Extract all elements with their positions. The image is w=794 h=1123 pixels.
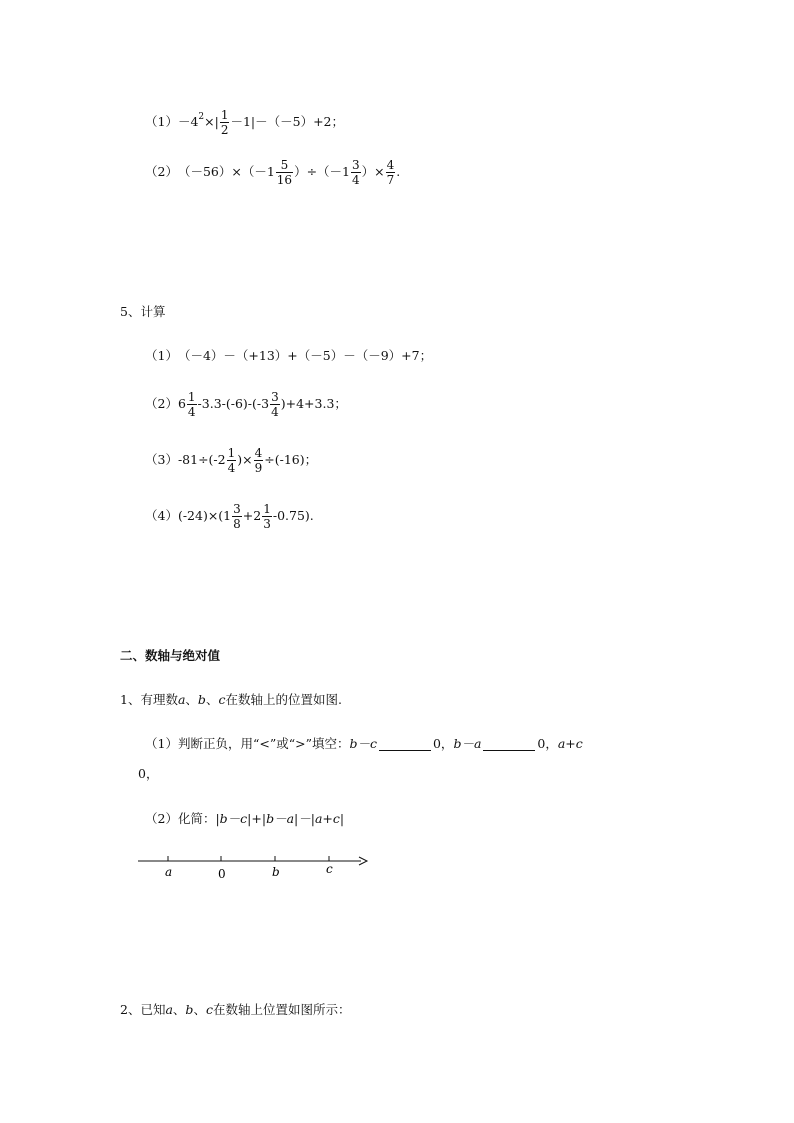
problem-label: （1） xyxy=(145,348,178,363)
math-text: )× xyxy=(237,452,253,468)
question-1-part-2 xyxy=(145,813,344,826)
fraction-numerator: 3 xyxy=(233,502,241,516)
expression: |b－c|+|b－a|－|a+c| xyxy=(215,811,345,826)
problem-4-2 xyxy=(145,158,400,187)
math-text: 0， xyxy=(138,766,159,781)
answer-blank[interactable] xyxy=(379,738,431,751)
problem-5-3 xyxy=(145,446,317,475)
math-text: +2 xyxy=(242,508,262,524)
fraction xyxy=(254,446,264,475)
separator: 、 xyxy=(185,692,198,707)
section-5-title xyxy=(120,306,165,319)
fraction-denominator: 4 xyxy=(271,405,279,419)
section-heading: 二、数轴与绝对值 xyxy=(120,648,221,663)
fraction-numerator: 4 xyxy=(386,158,395,172)
problem-label: （1） xyxy=(145,114,178,130)
section-title: 5、计算 xyxy=(120,304,166,319)
fraction xyxy=(386,158,396,187)
expression: b－a xyxy=(453,736,482,752)
question-1-part-1 xyxy=(145,738,583,751)
problem-label: （4） xyxy=(145,508,178,524)
fraction-denominator: 8 xyxy=(233,517,241,531)
variable-a: a xyxy=(177,692,186,707)
expression: b－c xyxy=(349,736,377,752)
label-c: c xyxy=(326,862,333,876)
math-text: -81÷(-2 xyxy=(177,452,226,468)
math-text: －1|－（－5）+2； xyxy=(230,114,345,130)
fraction xyxy=(232,502,242,531)
math-text: －4 xyxy=(177,114,199,130)
problem-4-1 xyxy=(145,108,344,137)
label-b: b xyxy=(272,865,280,879)
math-text: （－4）－（+13）+（－5）－（－9）+7； xyxy=(177,348,433,363)
fraction xyxy=(351,158,361,187)
variable-b: b xyxy=(197,692,206,707)
math-text: -3.3-(-6)-(-3 xyxy=(197,396,270,412)
fraction-numerator: 5 xyxy=(280,158,289,172)
separator: 、 xyxy=(205,692,219,707)
fraction-numerator: 1 xyxy=(187,390,196,404)
math-text: -0.75). xyxy=(272,508,314,524)
math-text: （－56）×（－1 xyxy=(177,164,275,180)
fraction-denominator: 4 xyxy=(187,405,196,419)
problem-label: （2） xyxy=(145,164,178,180)
variable-b: b xyxy=(185,1002,194,1017)
question-1-stem xyxy=(120,694,342,707)
fraction-denominator: 3 xyxy=(263,517,271,531)
expression: a+c xyxy=(557,736,583,752)
fraction-numerator: 3 xyxy=(271,390,279,404)
fraction xyxy=(220,108,230,137)
math-text: ）÷（－1 xyxy=(294,164,351,180)
answer-blank[interactable] xyxy=(483,738,535,751)
fraction-denominator: 9 xyxy=(254,461,263,475)
fraction-numerator: 3 xyxy=(352,158,360,172)
math-text: (-24)×(1 xyxy=(177,508,232,524)
label-zero: 0 xyxy=(218,867,226,881)
stem-text: 2、已知 xyxy=(120,1002,166,1017)
part-2-heading xyxy=(120,650,220,663)
variable-c: c xyxy=(205,1002,213,1017)
fraction-numerator: 1 xyxy=(227,446,236,460)
label-a: a xyxy=(165,865,173,879)
variable-c: c xyxy=(218,692,226,707)
math-text: ）× xyxy=(361,164,385,180)
instruction-text: （1）判断正负，用“<”或“>”填空： xyxy=(145,736,350,752)
question-2-stem xyxy=(120,1004,350,1017)
math-text: ×| xyxy=(204,114,219,130)
math-text: 0， xyxy=(537,736,558,752)
fraction-denominator: 4 xyxy=(352,173,360,187)
math-text: ÷(-16)； xyxy=(264,452,318,468)
fraction-denominator: 4 xyxy=(227,461,236,475)
problem-5-1 xyxy=(145,350,432,363)
exponent: 2 xyxy=(198,112,205,122)
problem-label: （2） xyxy=(145,396,178,412)
fraction xyxy=(187,390,197,419)
problem-5-4 xyxy=(145,502,314,531)
stem-text: 1、有理数 xyxy=(120,692,178,707)
stem-text: 在数轴上位置如图所示： xyxy=(212,1002,351,1017)
problem-5-2 xyxy=(145,390,347,419)
math-text: )+4+3.3； xyxy=(280,396,347,412)
separator: 、 xyxy=(172,1002,186,1017)
instruction-text: （2）化简： xyxy=(145,811,216,826)
fraction-denominator: 7 xyxy=(386,173,395,187)
fraction-numerator: 1 xyxy=(220,108,229,122)
fraction-denominator: 2 xyxy=(220,123,229,137)
fraction-numerator: 1 xyxy=(263,502,271,516)
fraction xyxy=(262,502,272,531)
variable-a: a xyxy=(165,1002,173,1017)
math-text: 0， xyxy=(432,736,454,752)
question-1-part-1-continued xyxy=(138,768,158,781)
separator: 、 xyxy=(193,1002,206,1017)
math-text: . xyxy=(396,164,401,180)
fraction xyxy=(227,446,237,475)
number-line-figure xyxy=(135,850,375,886)
stem-text: 在数轴上的位置如图. xyxy=(225,692,342,707)
math-text: 6 xyxy=(177,396,186,412)
fraction-denominator: 16 xyxy=(276,173,293,187)
fraction xyxy=(276,158,293,187)
fraction-numerator: 4 xyxy=(254,446,263,460)
problem-label: （3） xyxy=(145,452,178,468)
fraction xyxy=(270,390,280,419)
